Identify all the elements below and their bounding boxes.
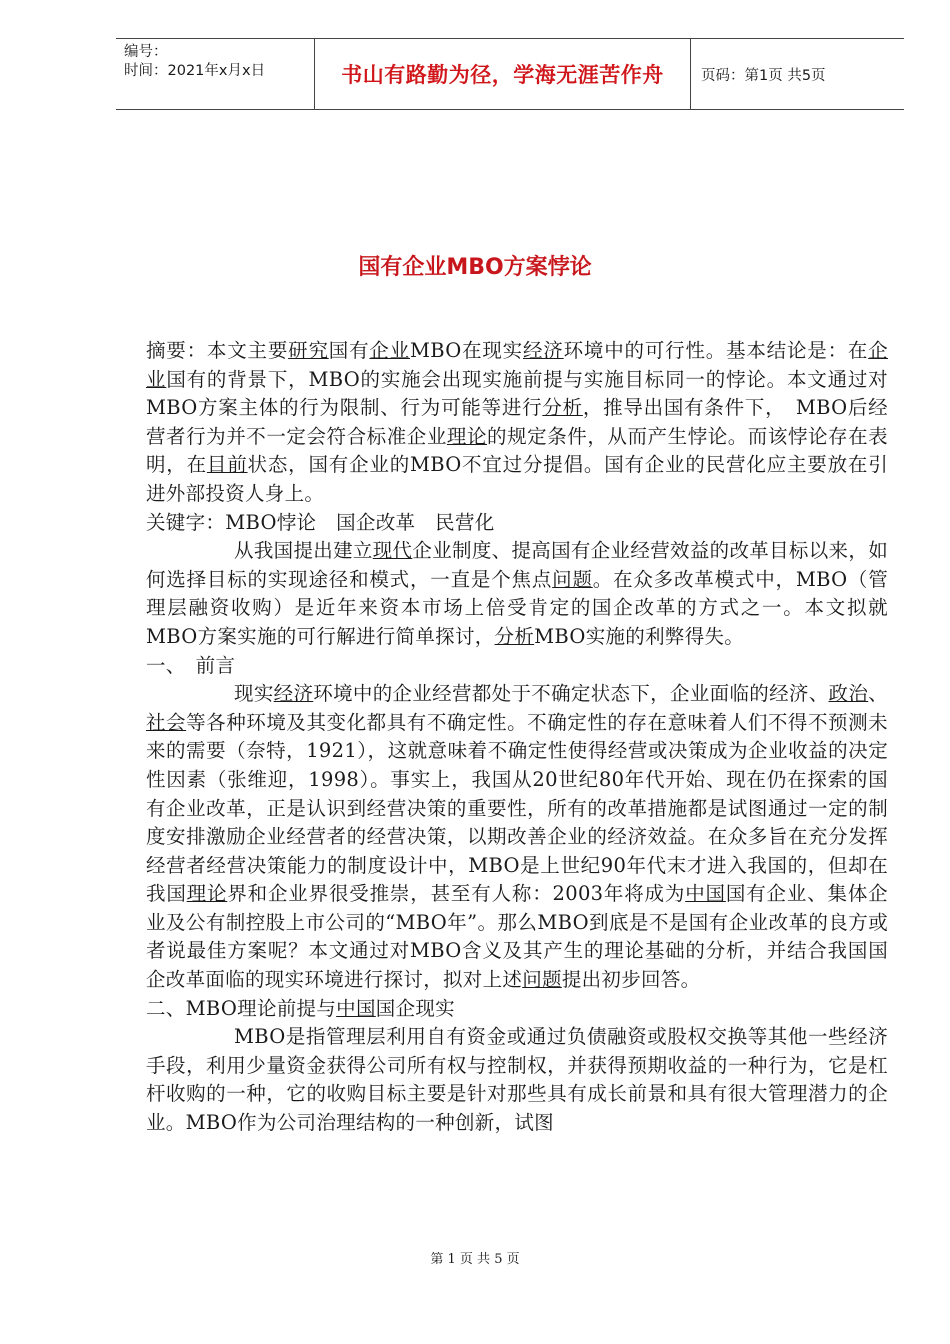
section2-paragraph: MBO是指管理层利用自有资金或通过负债融资或股权交换等其他一些经济手段，利用少量资金获得公司所有权与控制权，并获得预期收益的一种行为，它是杠杆收购的一种，它的收购目标主要是针对那些具有成长前景和具有很大管理潜力的企业。MBO作为公司治理结构的一种创新，试图 <box>146 1025 888 1135</box>
linked-term[interactable]: 政治 <box>828 682 869 706</box>
text-segment: 现实 <box>234 682 274 706</box>
linked-term[interactable]: 分析 <box>542 396 583 420</box>
header-meta <box>116 39 315 109</box>
linked-term[interactable]: 问题 <box>522 968 562 992</box>
intro-paragraph <box>146 537 888 651</box>
keywords-line: 关键字：MBO悖论 国企改革 民营化 <box>146 510 495 534</box>
linked-term[interactable]: 中国 <box>336 996 376 1020</box>
header-page-number: 页码：第1页 共5页 <box>701 67 826 84</box>
linked-term[interactable]: 目前 <box>206 453 248 477</box>
linked-term[interactable]: 经济 <box>522 339 564 362</box>
text-segment: 的规定条件，从而产生悖论。而该悖论存在表明，在 <box>146 424 888 477</box>
page-footer: 第 1 页 共 5 页 <box>430 1252 520 1267</box>
text-segment: 摘要：本文主要 <box>146 339 289 362</box>
linked-term[interactable]: 企业 <box>146 339 888 391</box>
text-segment: 提出初步回答。 <box>561 968 701 992</box>
linked-term[interactable]: 问题 <box>552 567 593 591</box>
linked-term[interactable]: 经济 <box>273 682 314 706</box>
page-header <box>116 38 904 110</box>
text-segment: 国有 <box>328 339 370 362</box>
document-body <box>146 337 888 1138</box>
text-segment: 等各种环境及其变化都具有不确定性。不确定性的存在意味着人们不得不预测未来的需要（奈特，1921），这就意味着不确定性使得经营或决策成为企业收益的决定性因素（张维迎，1998）。事实上，我国从20世纪80年代开始、现在仍在探索的国有企业改革，正是认识到经营决策的重要性，所有的改革措施都是试图通过一定的制度安排激励企业经营者的经营决策，以期改善企业的经济效益。在众多旨在充分发挥经营者经营决策能力的制度设计中，MBO是上世纪90年代末才进入我国的，但却在我国 <box>146 710 888 906</box>
text-segment: 、 <box>868 682 888 706</box>
text-segment: 国有企业、集体企业及公有制控股上市公司的“MBO年”。那么MBO到底是不是国有企业改革的良方或者说最佳方案呢？本文通过对MBO含义及其产生的理论基础的分析，并结合我国国企改革面临的现实环境进行探讨，拟对上述 <box>146 882 888 992</box>
text-segment: 环境中的企业经营都处于不确定状态下，企业面临的经济、 <box>313 682 829 706</box>
document-number-label: 编号： <box>124 44 168 60</box>
section1-heading: 一、 前言 <box>146 653 236 677</box>
linked-term[interactable]: 企业 <box>369 339 411 362</box>
text-segment: 。在众多改革模式中，MBO（管理层融资收购）是近年来资本市场上倍受肯定的国企改革的方式之一。本文拟就MBO方案实施的可行解进行简单探讨， <box>146 567 888 648</box>
linked-term[interactable]: 中国 <box>685 882 726 906</box>
abstract-paragraph <box>146 337 888 509</box>
header-motto: 书山有路勤为径，学海无涯苦作舟 <box>315 39 691 109</box>
text-segment: 界和企业界很受推崇，甚至有人称：2003年将成为 <box>227 882 686 906</box>
text-segment: ，推导出国有条件下， MBO后经营者行为并不一定会符合标准企业 <box>146 396 888 448</box>
linked-term[interactable]: 分析 <box>494 624 535 648</box>
section1-paragraph <box>146 680 888 995</box>
linked-term[interactable]: 现代 <box>372 539 413 563</box>
text-segment: 状态，国有企业的MBO不宜过分提倡。国有企业的民营化应主要放在引进外部投资人身上。 <box>146 453 888 505</box>
text-segment: MBO实施的利弊得失。 <box>534 624 745 648</box>
text-segment: 国有的背景下，MBO的实施会出现实施前提与实施目标同一的悖论。本文通过对MBO方案主体的行为限制、行为可能等进行 <box>146 367 888 420</box>
text-segment: 从我国提出建立 <box>234 539 373 563</box>
document-date-label: 时间：2021年x月x日 <box>124 63 266 79</box>
text-segment: 国企现实 <box>375 996 455 1020</box>
text-segment: 二、MBO理论前提与 <box>146 996 337 1020</box>
linked-term[interactable]: 研究 <box>288 339 329 362</box>
text-segment: 环境中的可行性。基本结论是：在 <box>563 339 869 362</box>
document-title: 国有企业MBO方案悖论 <box>358 255 592 280</box>
linked-term[interactable]: 社会 <box>146 710 187 734</box>
linked-term[interactable]: 理论 <box>186 882 228 906</box>
section2-heading <box>146 995 888 1024</box>
text-segment: 企业制度、提高国有企业经营效益的改革目标以来，如何选择目标的实现途径和模式，一直是个焦点 <box>146 539 888 591</box>
linked-term[interactable]: 理论 <box>446 424 488 448</box>
text-segment: MBO在现实 <box>410 339 523 362</box>
